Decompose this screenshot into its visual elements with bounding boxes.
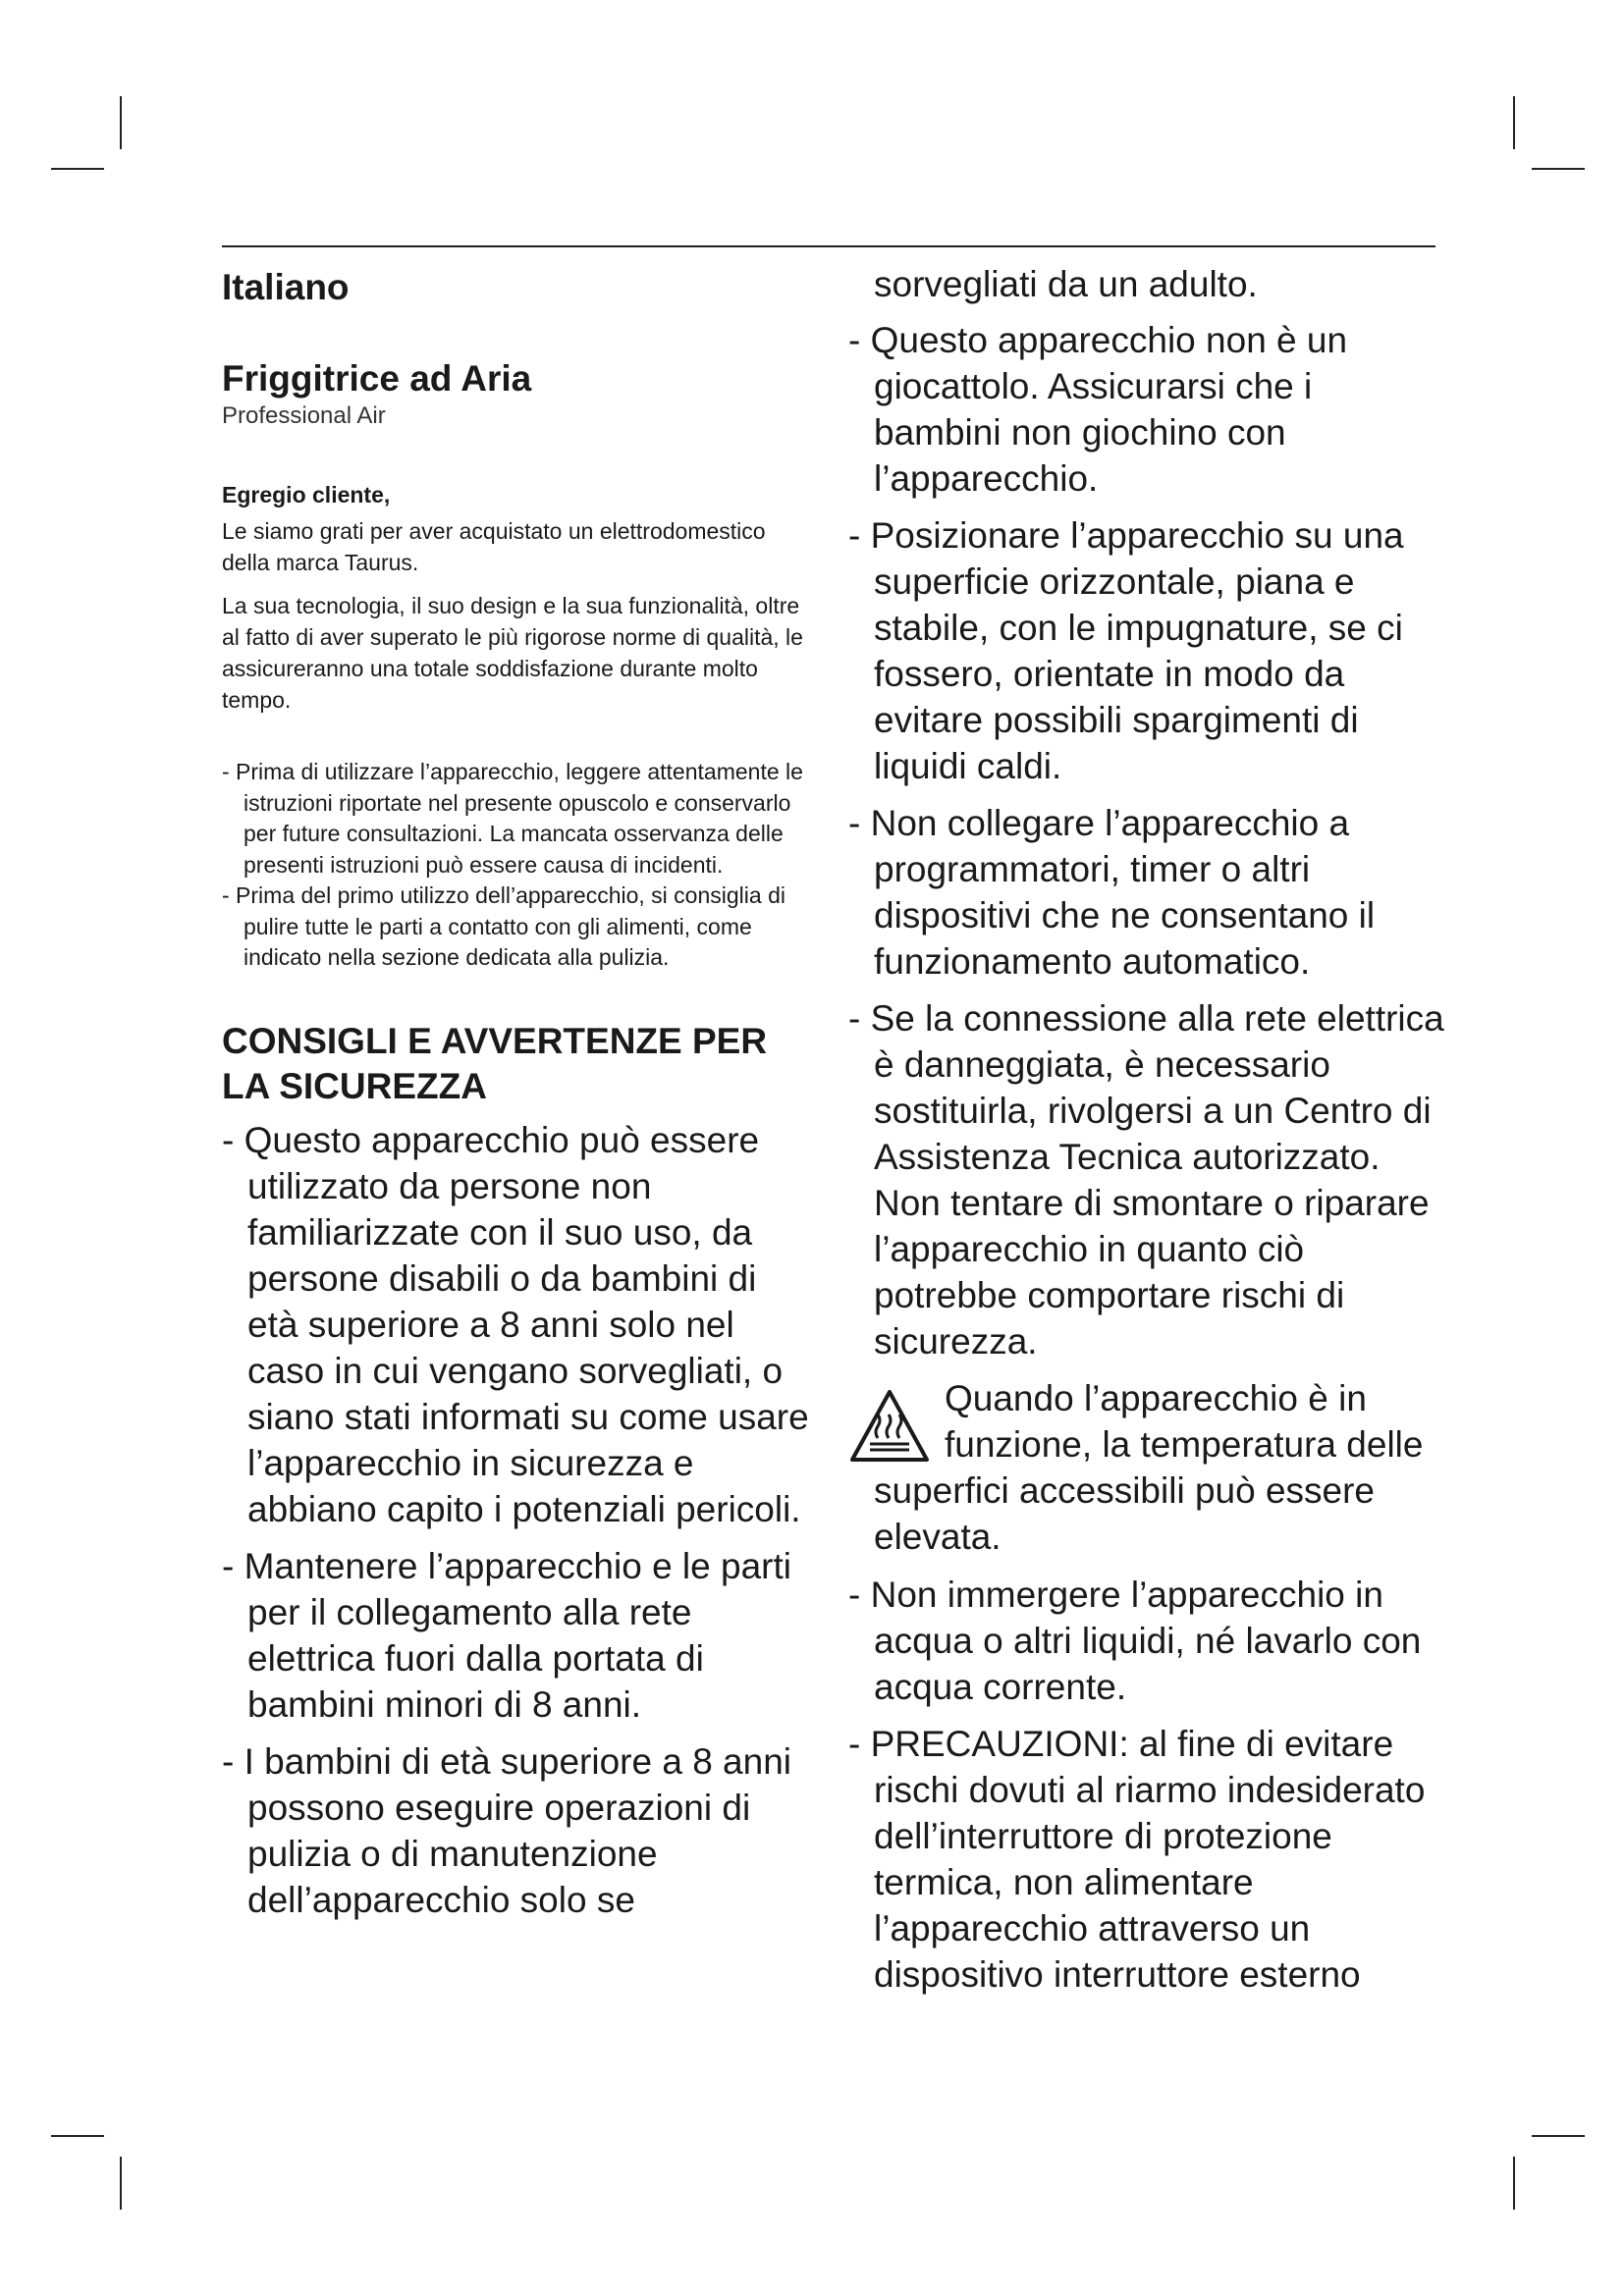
safety-list-right-a bbox=[848, 317, 1449, 1364]
intro-paragraph: La sua tecnologia, il suo design e la sua funzionalità, oltre al fatto di aver superato le più rigorose norme di qualità, le assicureranno una totale soddisfazione durante molto tempo. bbox=[222, 593, 803, 713]
safety-item: - Non immergere l’apparecchio in acqua o altri liquidi, né lavarlo con acqua corrente. bbox=[848, 1575, 1422, 1707]
safety-item-continuation: sorvegliati da un adulto. bbox=[874, 264, 1258, 304]
crop-mark-bottom-left-v bbox=[120, 2157, 122, 2210]
intro-notes-list bbox=[222, 757, 811, 974]
crop-mark-top-right-h bbox=[1532, 168, 1585, 170]
safety-item: - I bambini di età superiore a 8 anni possono eseguire operazioni di pulizia o di manutenzione dell’apparecchio solo se bbox=[222, 1740, 792, 1920]
hot-surface-warning-text: Quando l’apparecchio è in funzione, la temperatura delle superfici accessibili può essere elevata. bbox=[874, 1378, 1424, 1557]
safety-item: - Se la connessione alla rete elettrica è danneggiata, è necessario sostituirla, rivolgersi a un Centro di Assistenza Tecnica autorizzato. Non tentare di smontare o riparare l’apparecchio in quanto ciò potrebbe comportare rischi di sicurezza. bbox=[848, 998, 1444, 1362]
safety-item: - Posizionare l’apparecchio su una superficie orizzontale, piana e stabile, con le impugnature, se ci fossero, orientate in modo da evitare possibili spargimenti di liquidi caldi. bbox=[848, 515, 1404, 786]
crop-mark-top-left-h bbox=[51, 168, 104, 170]
intro-paragraph: Le siamo grati per aver acquistato un elettrodomestico della marca Taurus. bbox=[222, 518, 766, 575]
crop-mark-top-left-v bbox=[120, 96, 122, 149]
safety-section-heading: CONSIGLI E AVVERTENZE PER LA SICUREZZA bbox=[222, 1020, 768, 1106]
header-rule bbox=[222, 245, 1435, 247]
crop-mark-bottom-right-h bbox=[1532, 2135, 1585, 2137]
safety-list-left bbox=[222, 1117, 811, 1923]
safety-item: - Mantenere l’apparecchio e le parti per il collegamento alla rete elettrica fuori dalla portata di bambini minori di 8 anni. bbox=[222, 1545, 791, 1725]
greeting: Egregio cliente, bbox=[222, 482, 391, 507]
safety-list-right-b bbox=[848, 1572, 1449, 1998]
intro-note: - Prima di utilizzare l’apparecchio, leggere attentamente le istruzioni riportate nel presente opuscolo e conservarlo per future consultazioni. La mancata osservanza delle presenti istruzioni può essere causa di incidenti. bbox=[222, 759, 803, 878]
safety-item: - Non collegare l’apparecchio a programmatori, timer o altri dispositivi che ne consentano il funzionamento automatico. bbox=[848, 803, 1376, 982]
crop-mark-bottom-right-v bbox=[1513, 2157, 1515, 2210]
language-heading: Italiano bbox=[222, 267, 350, 307]
intro-note: - Prima del primo utilizzo dell’apparecchio, si consiglia di pulire tutte le parti a contatto con gli alimenti, come indicato nella sezione dedicata alla pulizia. bbox=[222, 882, 785, 970]
hot-surface-warning bbox=[848, 1375, 1449, 1560]
product-model: Professional Air bbox=[222, 402, 386, 429]
safety-item: - PRECAUZIONI: al fine di evitare rischi dovuti al riarmo indesiderato dell’interruttore di protezione termica, non alimentare l’apparecchio attraverso un dispositivo interruttore esterno bbox=[848, 1724, 1426, 1995]
hot-surface-warning-icon bbox=[848, 1387, 931, 1466]
crop-mark-bottom-left-h bbox=[51, 2135, 104, 2137]
product-title: Friggitrice ad Aria bbox=[222, 358, 532, 399]
right-column bbox=[848, 261, 1449, 2008]
crop-mark-top-right-v bbox=[1513, 96, 1515, 149]
left-column bbox=[222, 261, 811, 1934]
safety-item: - Questo apparecchio può essere utilizzato da persone non familiarizzate con il suo uso, da persone disabili o da bambini di età superiore a 8 anni solo nel caso in cui vengano sorvegliati, o siano stati informati su come usare l’apparecchio in sicurezza e abbiano capito i potenziali pericoli. bbox=[222, 1119, 809, 1529]
safety-item: - Questo apparecchio non è un giocattolo. Assicurarsi che i bambini non giochino con l’apparecchio. bbox=[848, 320, 1348, 499]
